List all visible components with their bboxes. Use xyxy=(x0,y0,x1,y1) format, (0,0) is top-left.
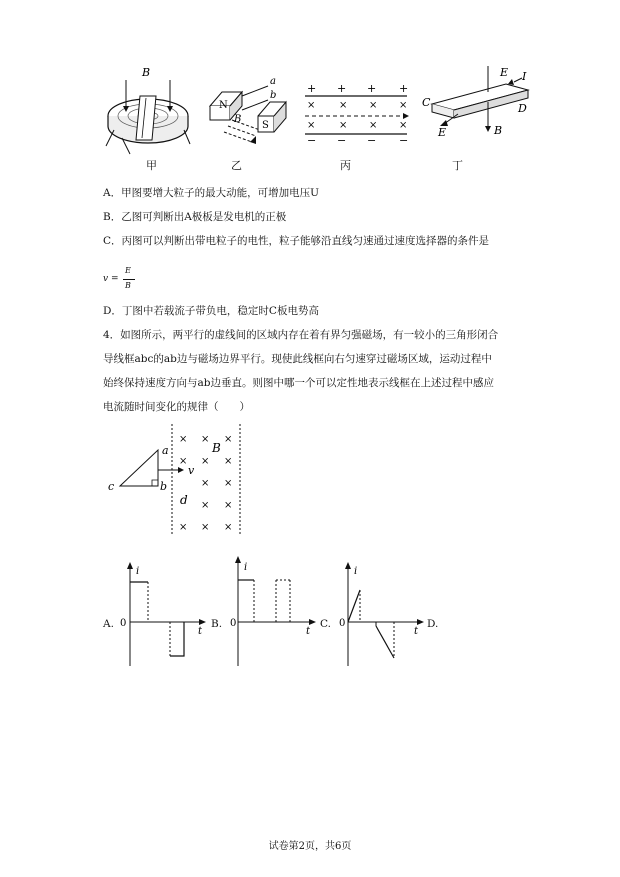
graph-b-axis-i: i xyxy=(244,562,248,573)
bing-minus-4: − xyxy=(399,134,409,147)
figure-ding-hall-plate xyxy=(422,66,528,139)
caption-ding: 丁 xyxy=(452,159,463,172)
caption-bing: 丙 xyxy=(340,159,351,172)
bing-cross-7: × xyxy=(369,120,378,131)
ding-label-E-bottom: E xyxy=(438,126,447,139)
graph-c-option-label: C. xyxy=(320,618,331,630)
bing-minus-3: − xyxy=(367,134,377,147)
q3-option-b: B．乙图可判断出A极板是发电机的正极 xyxy=(103,211,287,223)
graph-a xyxy=(118,562,208,668)
q3-option-c: C．丙图可以判断出带电粒子的电性，粒子能够沿直线匀速通过速度选择器的条件是 xyxy=(103,235,490,247)
formula-denominator: B xyxy=(125,281,131,290)
graph-b-axis-t: t xyxy=(306,626,311,637)
graph-c-axis-i: i xyxy=(354,566,358,577)
graph-c-origin: 0 xyxy=(339,618,346,629)
figure-jia-cyclotron xyxy=(106,66,190,154)
q3-option-d: D．丁图中若载流子带负电，稳定时C板电势高 xyxy=(103,305,319,317)
graph-a-axis-i: i xyxy=(136,566,140,577)
bing-cross-1: × xyxy=(307,100,316,111)
ding-label-B: B xyxy=(494,124,503,137)
yi-label-b: b xyxy=(270,90,277,101)
figure-row xyxy=(100,58,530,170)
bing-minus-2: − xyxy=(337,134,347,147)
yi-label-S: S xyxy=(262,120,269,131)
graph-a-option-label: A. xyxy=(103,618,114,630)
bing-plus-4: + xyxy=(399,82,409,95)
q4-cross: × xyxy=(224,500,233,511)
graph-b-option-label: B. xyxy=(211,618,223,630)
q4-cross: × xyxy=(201,522,210,533)
bing-cross-6: × xyxy=(339,120,348,131)
q4-cross: × xyxy=(201,456,210,467)
yi-label-B: B xyxy=(234,114,242,125)
q4-label-b: b xyxy=(160,480,168,493)
yi-label-N: N xyxy=(219,100,228,111)
q4-figure xyxy=(100,420,250,538)
bing-plus-3: + xyxy=(367,82,377,95)
jia-label-B: B xyxy=(142,66,151,79)
q4-label-d: d xyxy=(180,493,188,507)
q4-cross: × xyxy=(201,478,210,489)
q4-cross: × xyxy=(179,522,188,533)
q4-cross: × xyxy=(224,522,233,533)
caption-jia: 甲 xyxy=(146,159,157,172)
graph-b xyxy=(228,556,320,668)
page-footer: 试卷第2页，共6页 xyxy=(268,841,352,852)
bing-cross-5: × xyxy=(307,120,316,131)
ding-label-C: C xyxy=(422,96,431,109)
q4-line-2: 导线框abc的ab边与磁场边界平行。现使此线框向右匀速穿过磁场区域，运动过程中 xyxy=(103,353,492,365)
bing-cross-4: × xyxy=(399,100,408,111)
graph-b-origin: 0 xyxy=(230,618,237,629)
yi-label-a: a xyxy=(270,76,276,87)
q4-line-1: 4．如图所示，两平行的虚线间的区域内存在着有界匀强磁场，有一较小的三角形闭合 xyxy=(103,329,499,341)
q4-line-4: 电流随时间变化的规律（ ） xyxy=(103,401,250,413)
q3-option-c-formula xyxy=(103,266,163,296)
bing-plus-2: + xyxy=(337,82,347,95)
formula-lhs: v = xyxy=(103,274,119,284)
q4-cross: × xyxy=(179,434,188,445)
ding-label-D: D xyxy=(518,102,527,115)
bing-minus-1: − xyxy=(307,134,317,147)
graph-c-axis-t: t xyxy=(414,626,419,637)
q4-cross: × xyxy=(224,478,233,489)
figure-bing-velocity-selector xyxy=(305,82,409,147)
q4-line-3: 始终保持速度方向与ab边垂直。则图中哪一个可以定性地表示线框在上述过程中感应 xyxy=(103,377,494,389)
bing-cross-3: × xyxy=(369,100,378,111)
bing-cross-8: × xyxy=(399,120,408,131)
graph-a-axis-t: t xyxy=(198,626,203,637)
figure-yi-generator xyxy=(210,76,286,144)
bing-cross-2: × xyxy=(339,100,348,111)
caption-yi: 乙 xyxy=(231,159,242,172)
q4-cross: × xyxy=(224,434,233,445)
graph-c xyxy=(338,562,428,668)
q4-cross: × xyxy=(201,500,210,511)
q4-cross: × xyxy=(179,456,188,467)
q3-option-a: A．甲图要增大粒子的最大动能，可增加电压U xyxy=(103,187,319,199)
q4-label-v: v xyxy=(188,464,195,477)
ding-label-I: I xyxy=(522,70,527,83)
q4-cross: × xyxy=(224,456,233,467)
ding-label-E-top: E xyxy=(500,66,509,79)
q4-label-B: B xyxy=(212,441,221,455)
graph-d-option-label: D. xyxy=(427,618,439,630)
formula-bar xyxy=(123,279,135,280)
q4-label-a: a xyxy=(162,444,169,457)
bing-plus-1: + xyxy=(307,82,317,95)
formula-numerator: E xyxy=(125,266,131,275)
q4-label-c: c xyxy=(108,480,115,493)
q4-cross: × xyxy=(201,434,210,445)
graph-a-origin: 0 xyxy=(120,618,127,629)
